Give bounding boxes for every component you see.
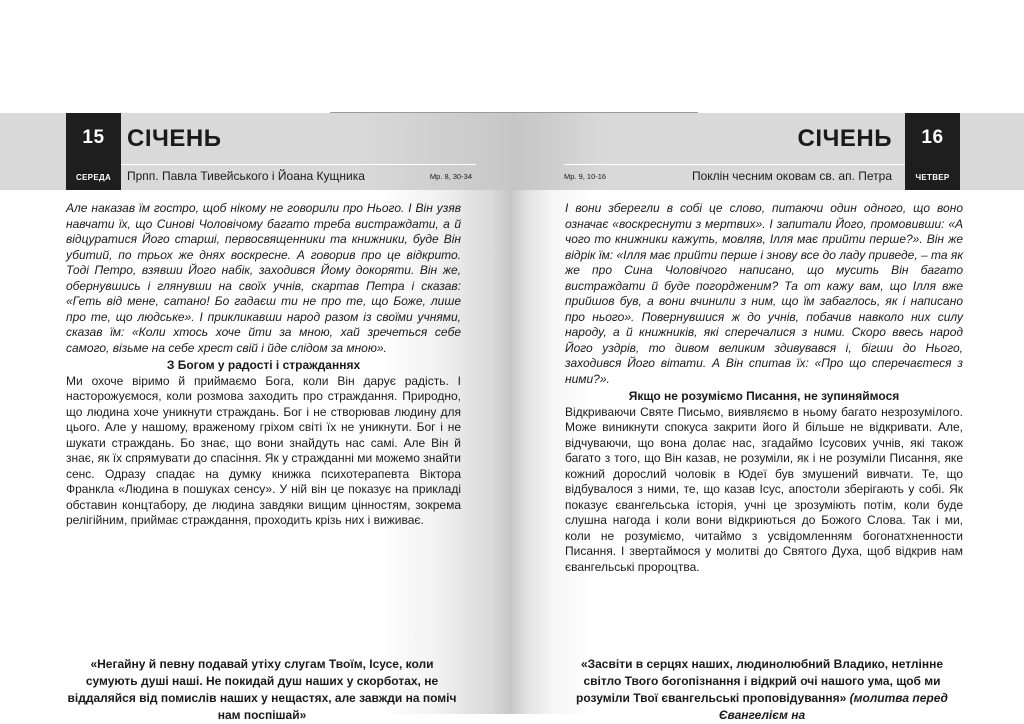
left-section-title: З Богом у радості і стражданнях	[166, 358, 361, 372]
right-page	[512, 113, 1024, 722]
right-scripture-passage: І вони зберегли в собі це слово, питаючи один одного, що воно означає «воскреснути з мертвих». І запитали Його, промовивши: «А чого то книжники кажуть, мовляв, Ілля має прийти перше?». Він же відрік їм: «Ілля має прийти перше і знову все до ладу приведе, – та як же про Сина Чоловічого написано, що мусить Він багато вистраждати й буде погордженим? Та от кажу вам, що Ілля вже прийшов був, а вони вчинили з ним, що їм забаглось, як і написано про нього». Повернувшися ж до учнів, побачив навколо них силу народу, а й книжників, які сперечалися з ними. Скоро ввесь народ Його уздрів, то дивом великим здивувався і, бігши до Нього, заходився Його вітати. А Він спитав їх: «Про що сперечаєтеся з ними?».	[565, 201, 963, 386]
left-page	[0, 113, 512, 722]
right-day-box	[905, 113, 960, 190]
right-day-number: 16	[921, 127, 944, 148]
right-weekday: ЧЕТВЕР	[915, 173, 950, 182]
left-reading-reference: Мр. 8, 30-34	[429, 172, 472, 181]
left-day-box	[66, 113, 121, 190]
right-header-divider	[564, 164, 905, 165]
right-reading-reference: Мр. 9, 10-16	[564, 172, 607, 181]
right-reflection-text: Відкриваючи Святе Письмо, виявляємо в ньому багато незрозумілого. Може виникнути спокуса закрити його й більше не відкривати. Але, відчуваючи, що вона долає нас, згадаймо Ісусових учнів, які також багато з того, що Він казав, не розуміли, як і не розуміли Писання, яке кожний дорослий чоловік в Юдеї був змушений вивчати. Те, що відбувалося з ними, те, що казав Ісус, апостоли зберігають у собі. Як показує євангельська історія, учні це зрозуміють потім, коли буде слушна нагода і коли вони відкриються до Божого Слова. Так і ми, коли не розуміємо, читаймо з усвідомленням богонатхненности Писання. І звертаймося у молитві до Святого Духа, щоб відкрив нам євангельські пророцтва.	[565, 404, 963, 574]
left-reflection-text: Ми охоче віримо й приймаємо Бога, коли Він дарує радість. І насторожуємося, коли розмова заходить про страждання. Природно, що людина хоче уникнути страждань. Бог і не створював людину для цього. Але у нашому, враженому гріхом світі їх не уникнути. Бог і не шукати страждань. Бо знає, що вони знайдуть нас самі. Але Він й знає, як їх спрямувати до спасіння. Як у стражданні ми можемо знайти сенс. Одразу спадає на думку книжка психотерапевта Віктора Франкла «Людина в пошуках сенсу». У ній він це показує на прикладі обставин концтабору, де людина завдяки вищим цінностям, зокрема релігійним, приймає страждання, проходить крізь них і виживає.	[66, 373, 461, 527]
left-weekday: СЕРЕДА	[75, 173, 112, 182]
left-body-text	[66, 201, 461, 529]
right-prayer-text: «Засвіти в серцях наших, людинолюбний Владико, нетлінне світло Твого богопізнання і відкрий очі нашого ума, щоб ми розуміли Твої євангельські проповідування»	[576, 657, 944, 705]
right-prayer-source: (молитва перед Євангелієм на	[718, 691, 948, 722]
left-day-number: 15	[82, 127, 105, 148]
left-saint-commemoration: Прпп. Павла Тивейського і Йоана Кущника	[127, 169, 365, 183]
right-prayer	[566, 656, 958, 724]
right-saint-commemoration: Поклін чесним оковам св. ап. Петра	[691, 169, 892, 183]
right-section-title: Якщо не розуміємо Писання, не зупиняймося	[628, 389, 900, 403]
left-scripture-passage: Але наказав їм гостро, щоб нікому не говорили про Нього. І Він узяв навчати їх, що Синові Чоловічому багато треба вистраждати, а й відцуратися Його старші, первосвященники та книжники, буде Він убитий, по трьох же днях воскресне. А говорив про це відкрито. Тоді Петро, взявши Його набік, заходився Йому докоряти. Він же, обернувшись і глянувши на своїх учнів, скартав Петра і сказав: «Геть від мене, сатано! Бо гадаєш ти не про те, що Боже, лише про те, що людське». І прикликавши народ разом із своїми учнями, сказав їм: «Коли хтось хоче йти за мною, хай зречеться себе самого, візьме на себе хрест свій і йде слідом за мною».	[66, 201, 461, 355]
right-body-text	[565, 201, 963, 575]
right-month-title: СІЧЕНЬ	[797, 125, 892, 152]
left-header-divider	[121, 164, 476, 165]
left-month-title: СІЧЕНЬ	[127, 125, 222, 152]
left-prayer: «Негайну й певну подавай утіху слугам Твоїм, Ісусе, коли сумують душі наші. Не покидай душ наших у скорботах, не віддаляйся від помислів наших у нещастях, але завжди на поміч нам поспішай»	[67, 657, 457, 722]
